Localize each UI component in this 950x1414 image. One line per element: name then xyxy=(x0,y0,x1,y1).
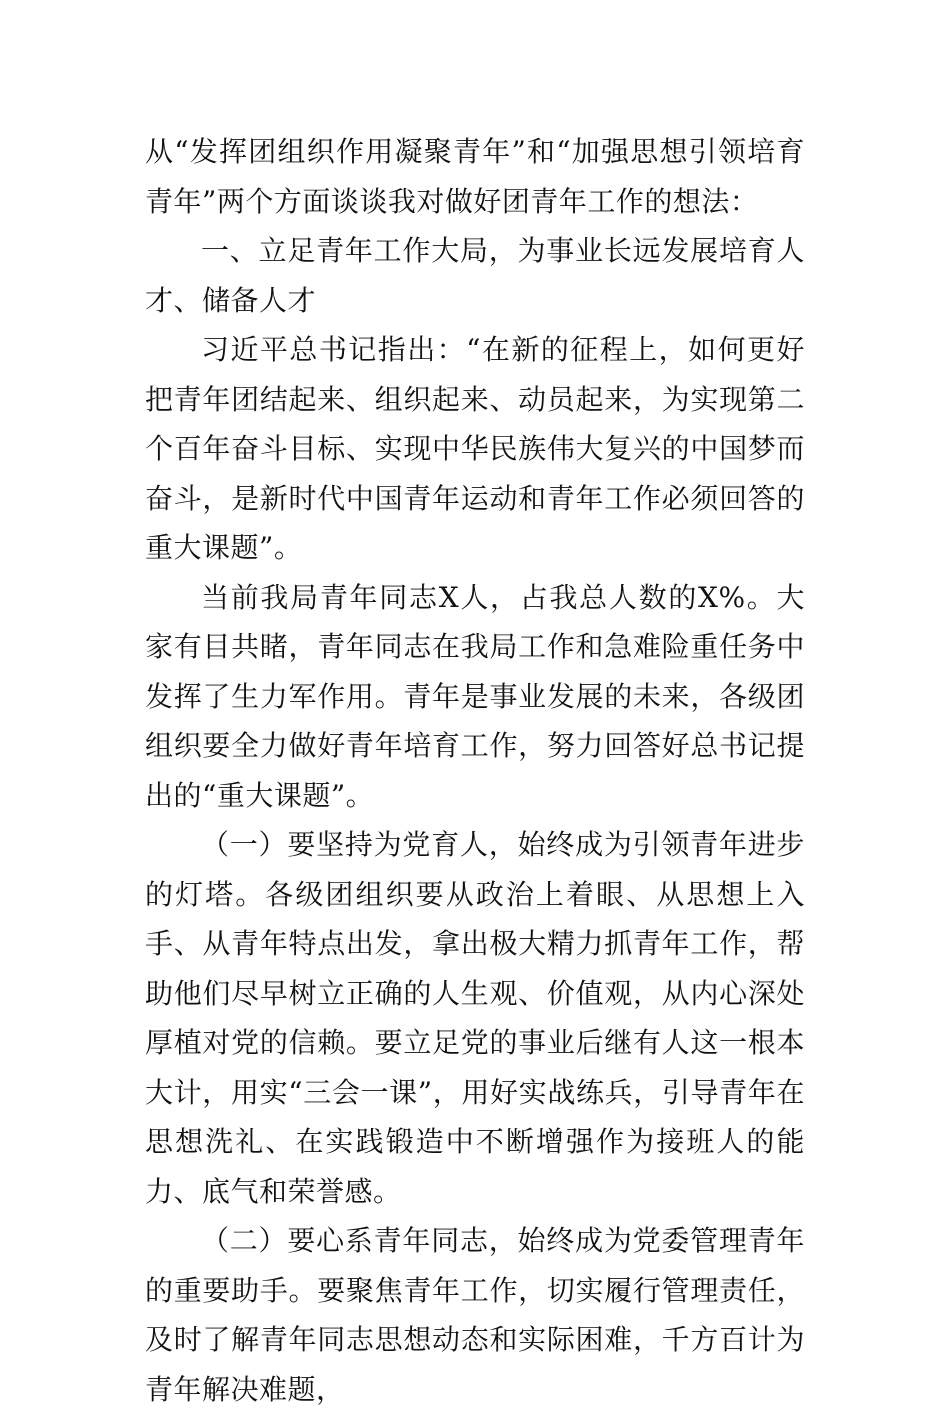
document-body xyxy=(145,127,805,1414)
paragraph-point-1: （一）要坚持为党育人，始终成为引领青年进步的灯塔。各级团组织要从政治上着眼、从思想上入手、从青年特点出发，拿出极大精力抓青年工作，帮助他们尽早树立正确的人生观、价值观，从内心深处厚植对党的信赖。要立足党的事业后继有人这一根本大计，用实“三会一课”，用好实战练兵，引导青年在思想洗礼、在实践锻造中不断增强作为接班人的能力、底气和荣誉感。 xyxy=(145,828,805,1208)
paragraph-point-2: （二）要心系青年同志，始终成为党委管理青年的重要助手。要聚焦青年工作，切实履行管理责任，及时了解青年同志思想动态和实际困难，千方百计为青年解决难题， xyxy=(145,1224,805,1406)
paragraph-current-status: 当前我局青年同志X人，占我总人数的X%。大家有目共睹，青年同志在我局工作和急难险重任务中发挥了生力军作用。青年是事业发展的未来，各级团组织要全力做好青年培育工作，努力回答好总书记提出的“重大课题”。 xyxy=(145,580,805,812)
section-heading-1: 一、立足青年工作大局，为事业长远发展培育人才、储备人才 xyxy=(145,234,805,317)
paragraph-quote: 习近平总书记指出：“在新的征程上，如何更好把青年团结起来、组织起来、动员起来，为实现第二个百年奋斗目标、实现中华民族伟大复兴的中国梦而奋斗，是新时代中国青年运动和青年工作必须回答的重大课题”。 xyxy=(145,333,805,564)
paragraph-intro: 从“发挥团组织作用凝聚青年”和“加强思想引领培育青年”两个方面谈谈我对做好团青年工作的想法： xyxy=(145,135,805,218)
